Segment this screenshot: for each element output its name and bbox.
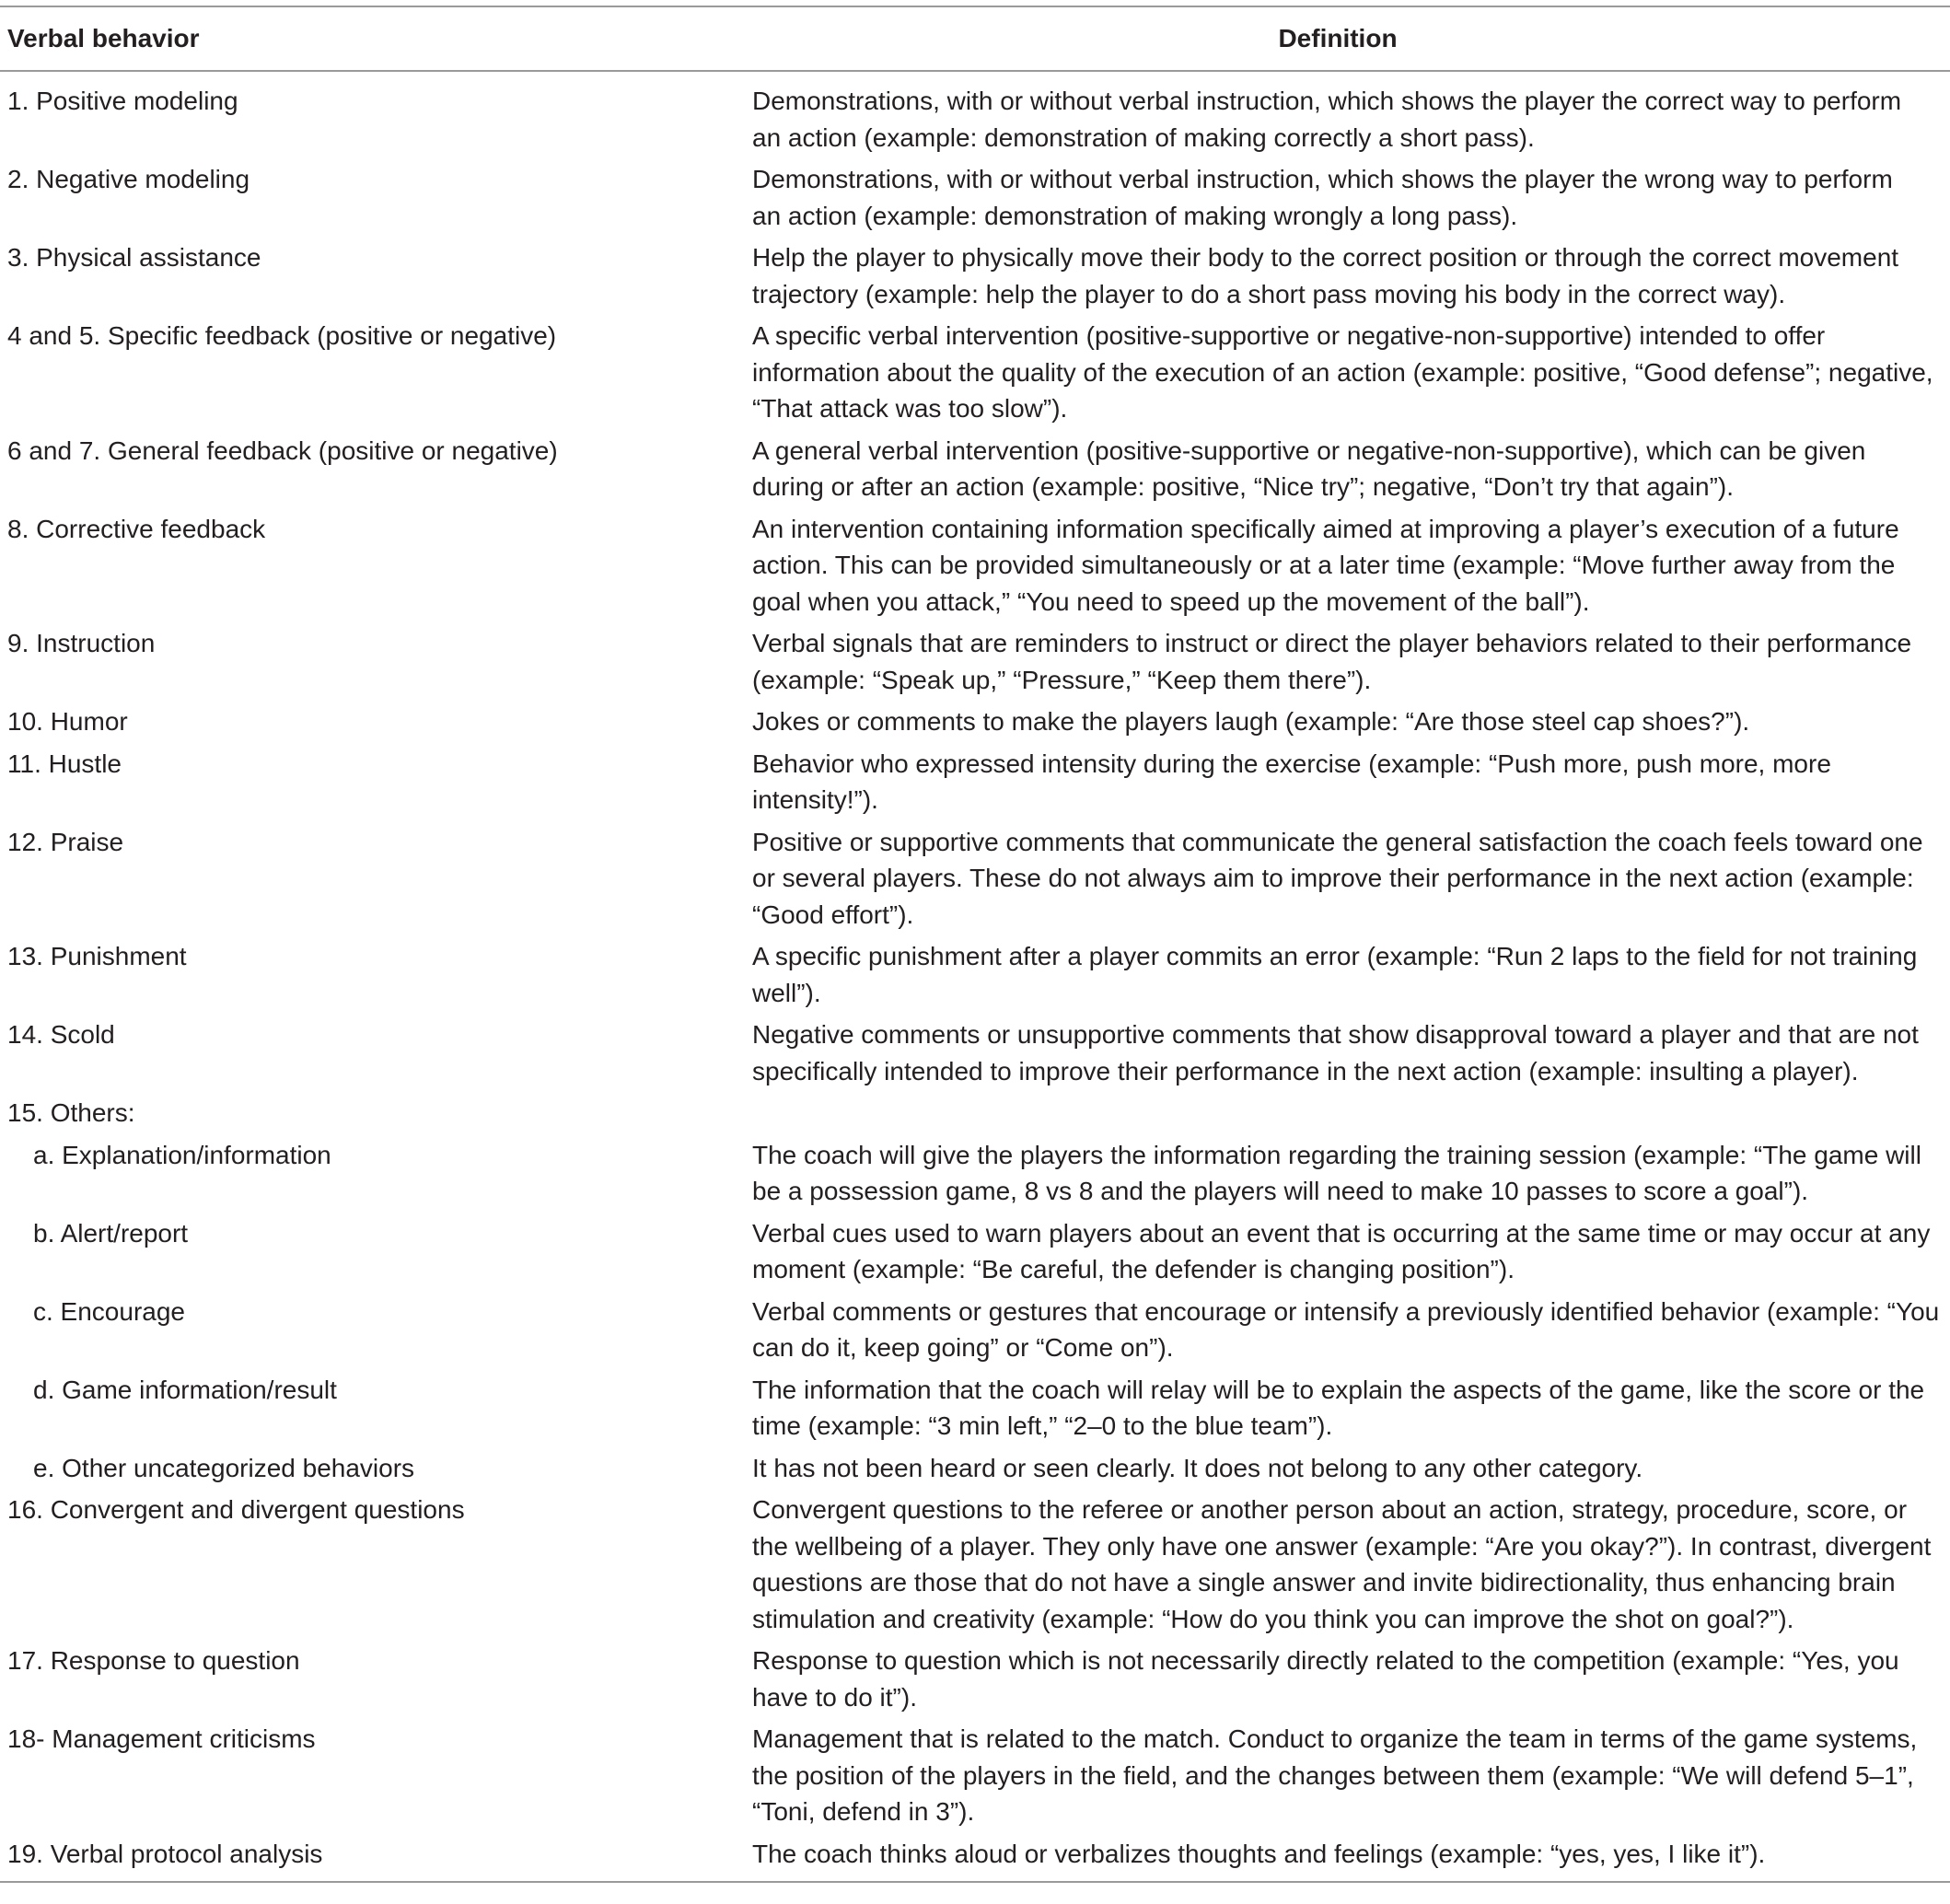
table-row [0,318,1950,427]
definition-cell: Jokes or comments to make the players laugh (example: “Are those steel cap shoes?”). [752,707,1750,736]
table-header [0,7,1950,72]
definition-cell: A general verbal intervention (positive-supportive or negative-non-supportive), which can be given during or after an action (example: positive, “Nice try”; negative, “Don’t try that again”). [752,435,1866,501]
definition-cell: Verbal signals that are reminders to instruct or direct the player behaviors related to their performance (example: “Speak up,” “Pressure,” “Keep them there”). [752,629,1912,694]
definition-cell: Negative comments or unsupportive comments that show disapproval toward a player and that are not specifically intended to improve their performance in the next action (example: insulting a player). [752,1020,1919,1086]
table-row [0,161,1950,234]
verbal-behavior-cell: 2. Negative modeling [7,165,250,193]
table-row [0,746,1950,818]
verbal-behavior-cell: 3. Physical assistance [7,243,261,272]
table-row [0,1643,1950,1715]
verbal-behavior-cell: d. Game information/result [33,1375,337,1404]
definition-cell: A specific punishment after a player commits an error (example: “Run 2 laps to the field for not training well”). [752,942,1918,1007]
verbal-behavior-cell: 13. Punishment [7,942,187,970]
verbal-behavior-cell: 18- Management criticisms [7,1724,316,1753]
definition-cell: Management that is related to the match. Conduct to organize the team in terms of the game systems, the position of the players in the field, and the changes between them (example: “We will defend 5–1”, “Toni, defend in 3”). [752,1724,1918,1826]
definition-cell: The coach thinks aloud or verbalizes thoughts and feelings (example: “yes, yes, I like it”). [752,1839,1766,1868]
definition-cell: It has not been heard or seen clearly. It does not belong to any other category. [752,1453,1643,1482]
table-row [0,1294,1950,1366]
definition-cell: Help the player to physically move their body to the correct position or through the correct movement trajectory (example: help the player to do a short pass moving his body in the correct way). [752,243,1899,308]
table-row [0,938,1950,1011]
verbal-behavior-cell: 8. Corrective feedback [7,514,266,543]
table-row [0,1137,1950,1210]
definition-cell: Response to question which is not necessarily directly related to the competition (example: “Yes, you have to do it”). [752,1646,1899,1712]
table-row [0,1492,1950,1637]
table-row [0,433,1950,505]
behavior-definition-table [0,6,1950,1883]
bottom-rule [0,1881,1950,1883]
table-row [0,1095,1950,1132]
definition-cell: Convergent questions to the referee or another person about an action, strategy, procedure, score, or the wellbeing of a player. They only have one answer (example: “Are you okay?”). In contrast, divergent questions are those that do not have a single answer and invite bidirectionality, thus enhancing brain stimulation and creativity (example: “How do you think you can improve the shot on goal?”). [752,1495,1932,1633]
verbal-behavior-cell: e. Other uncategorized behaviors [33,1453,415,1482]
definition-cell [752,1095,1949,1132]
definition-cell: Positive or supportive comments that communicate the general satisfaction the coach feels toward one or several players. These do not always aim to improve their performance in the next action (example: “Good effort”). [752,827,1923,929]
definition-cell: Demonstrations, with or without verbal instruction, which shows the player the correct way to perform an action (example: demonstration of making correctly a short pass). [752,87,1902,152]
definition-cell: Behavior who expressed intensity during the exercise (example: “Push more, push more, more intensity!”). [752,749,1831,814]
verbal-behavior-cell: c. Encourage [33,1296,185,1326]
verbal-behavior-cell: 11. Hustle [7,749,122,778]
verbal-behavior-cell: 10. Humor [7,707,128,736]
definition-cell: Verbal comments or gestures that encourage or intensify a previously identified behavior (example: “You can do it, keep going” or “Come on”). [752,1296,1940,1362]
definition-cell: The information that the coach will relay will be to explain the aspects of the game, like the score or the time (example: “3 min left,” “2–0 to the blue team”). [752,1375,1925,1440]
definition-cell: Verbal cues used to warn players about an event that is occurring at the same time or may occur at any moment (example: “Be careful, the defender is changing position”). [752,1218,1931,1283]
definition-cell: A specific verbal intervention (positive-supportive or negative-non-supportive) intended to offer information about the quality of the execution of an action (example: positive, “Good defense”; negative, “That attack was too slow”). [752,321,1933,423]
table-row [0,83,1950,156]
verbal-behavior-cell: 14. Scold [7,1020,115,1049]
table-row [0,703,1950,740]
table-row [0,511,1950,621]
table-row [0,1721,1950,1830]
verbal-behavior-cell: 1. Positive modeling [7,87,238,115]
table-row [0,1215,1950,1288]
table-body [0,72,1950,1872]
table-row [0,1836,1950,1873]
table-row [0,1450,1950,1487]
verbal-behavior-cell: 16. Convergent and divergent questions [7,1495,465,1524]
verbal-behavior-cell: 19. Verbal protocol analysis [7,1839,323,1868]
verbal-behavior-cell: a. Explanation/information [33,1140,331,1169]
verbal-behavior-cell: 15. Others: [7,1098,135,1127]
header-verbal-behavior: Verbal behavior [7,24,200,53]
definition-cell: Demonstrations, with or without verbal instruction, which shows the player the wrong way to perform an action (example: demonstration of making wrongly a long pass). [752,165,1893,230]
definition-cell: An intervention containing information specifically aimed at improving a player’s execution of a future action. This can be provided simultaneously or at a later time (example: “Move further away from the goal when you attack,” “You need to speed up the movement of the ball”). [752,514,1899,616]
table-row [0,1372,1950,1445]
table-row [0,824,1950,934]
table-row [0,239,1950,312]
table-row [0,625,1950,698]
verbal-behavior-cell: b. Alert/report [33,1218,189,1248]
verbal-behavior-cell: 9. Instruction [7,629,156,657]
table-row [0,1016,1950,1089]
verbal-behavior-cell: 4 and 5. Specific feedback (positive or negative) [7,321,557,350]
definition-cell: The coach will give the players the information regarding the training session (example: “The game will be a possession game, 8 vs 8 and the players will need to make 10 passes to score a goal”). [752,1140,1921,1205]
verbal-behavior-cell: 17. Response to question [7,1646,300,1675]
verbal-behavior-cell: 12. Praise [7,827,124,856]
verbal-behavior-cell: 6 and 7. General feedback (positive or negative) [7,435,558,465]
header-definition: Definition [1278,24,1398,53]
